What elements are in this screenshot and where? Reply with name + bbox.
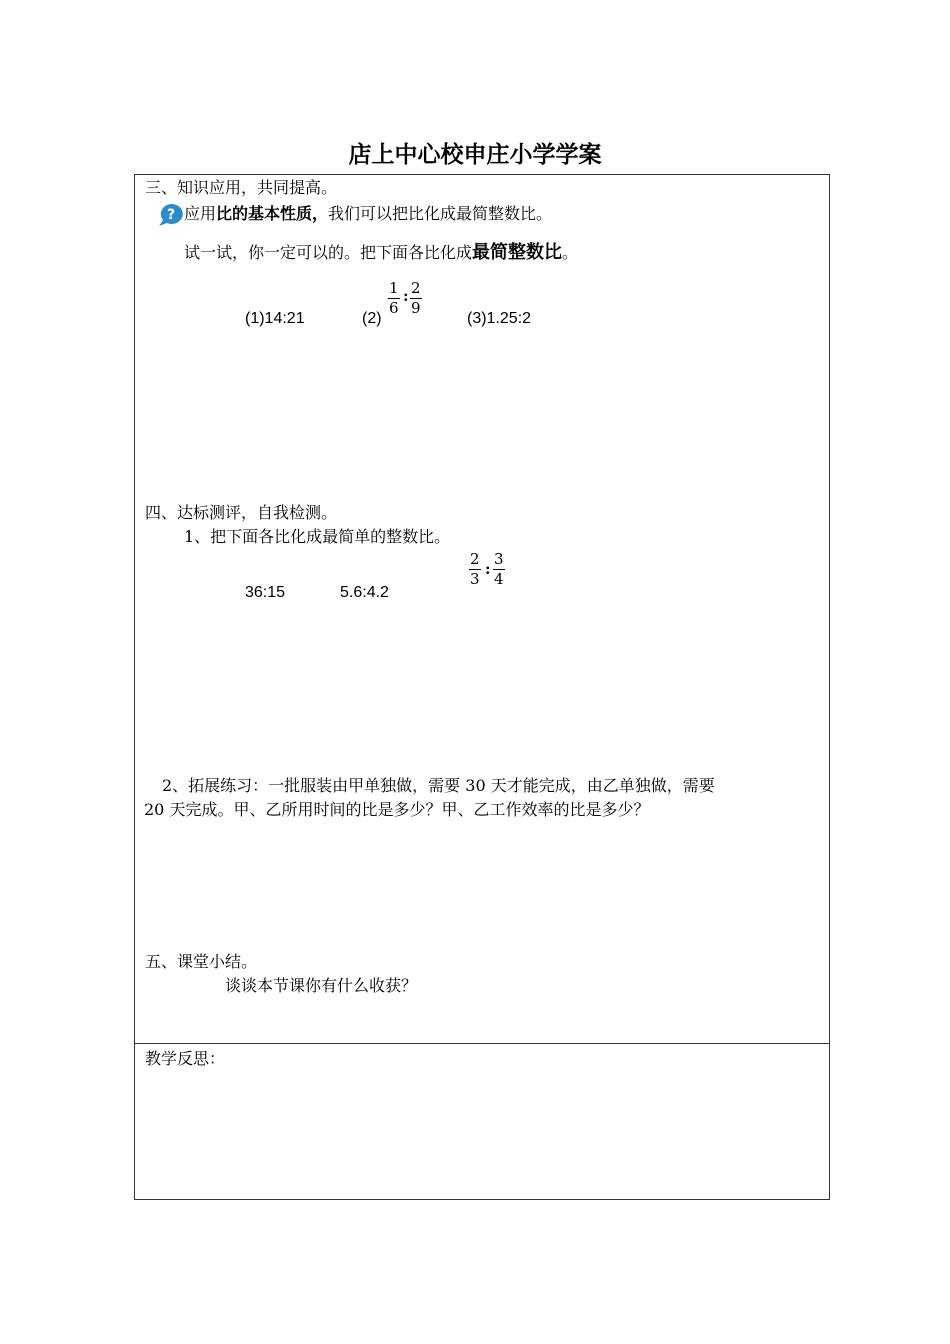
exercise-b: 5.6:4.2 <box>340 584 389 601</box>
fraction-2-9 <box>410 279 422 318</box>
section4-heading: 四、达标测评，自我检测。 <box>145 503 338 522</box>
svg-text:?: ? <box>166 207 176 223</box>
section4-item2-line1: 2、拓展练习：一批服装由甲单独做，需要 30 天才能完成，由乙单独做，需要 <box>162 776 715 795</box>
section4-item2-line2: 20 天完成。甲、乙所用时间的比是多少？甲、乙工作效率的比是多少？ <box>144 800 650 819</box>
fraction-denominator: 3 <box>470 570 480 588</box>
tip-suffix: 我们可以把比化成最简整数比。 <box>328 204 553 223</box>
ratio-colon: : <box>403 287 409 305</box>
fraction-denominator: 6 <box>389 299 399 317</box>
tip-prefix: 应用 <box>184 204 217 223</box>
fraction-denominator: 4 <box>494 570 504 588</box>
section4-item1: 1、把下面各比化成最简单的整数比。 <box>184 527 451 546</box>
fraction-numerator: 1 <box>389 279 399 297</box>
fraction-3-4 <box>493 550 505 589</box>
question-1: (1)14:21 <box>245 310 305 327</box>
question-2-label: (2) <box>362 310 382 327</box>
section5-heading: 五、课堂小结。 <box>145 952 258 971</box>
fraction-numerator: 3 <box>494 550 504 568</box>
tip-bold: 比的基本性质， <box>216 204 329 223</box>
fraction-numerator: 2 <box>470 550 480 568</box>
reflection-label: 教学反思： <box>145 1049 226 1068</box>
try-prefix: 试一试，你一定可以的。把下面各比化成 <box>184 243 473 262</box>
question-bubble-icon <box>155 202 185 230</box>
reflection-box <box>134 1043 830 1200</box>
try-suffix: 。 <box>562 243 579 262</box>
try-bold: 最简整数比 <box>472 242 563 263</box>
section3-try <box>184 243 578 263</box>
fraction-2-3 <box>469 550 481 589</box>
ratio-colon: : <box>485 560 491 578</box>
page-title: 店上中心校申庄小学学案 <box>348 142 602 168</box>
section3-heading: 三、知识应用，共同提高。 <box>145 178 338 197</box>
main-content-box <box>134 174 830 1044</box>
exercise-a: 36:15 <box>245 584 286 601</box>
fraction-denominator: 9 <box>411 299 421 317</box>
fraction-numerator: 2 <box>411 279 421 297</box>
section5-prompt: 谈谈本节课你有什么收获？ <box>225 976 418 995</box>
section3-tip <box>184 204 552 224</box>
fraction-1-6 <box>388 279 400 318</box>
question-3: (3)1.25:2 <box>467 310 532 327</box>
